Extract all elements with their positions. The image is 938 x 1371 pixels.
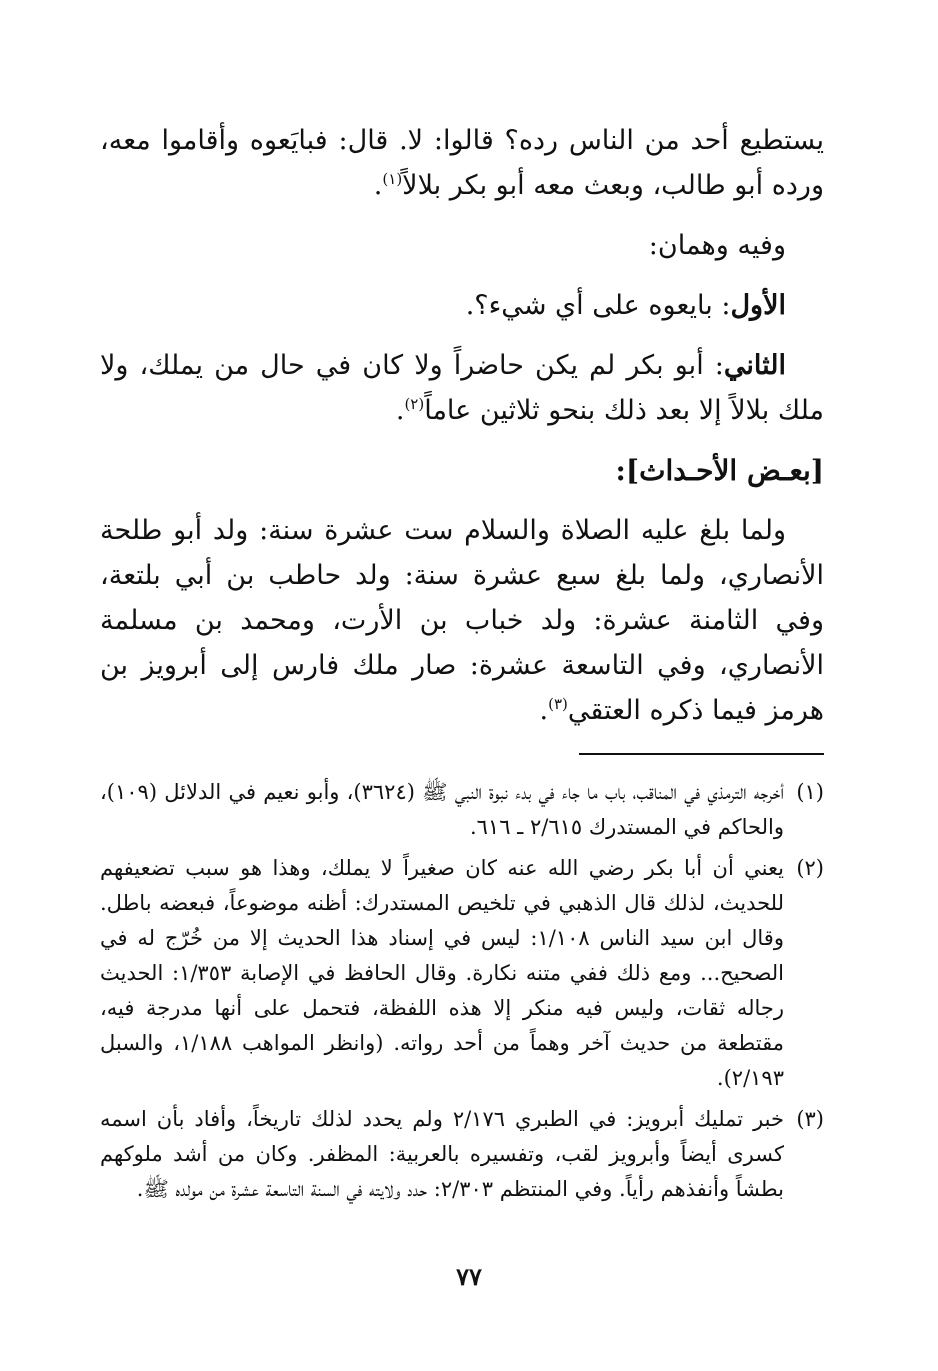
- paragraph-1-text: يستطيع أحد من الناس رده؟ قالوا: لا. قال: فبايَعوه وأقاموا معه، ورده أبو طالب، وبعث معه أبو بكر بلالاً: [100, 125, 824, 201]
- paragraph-5-tail: .: [539, 695, 549, 726]
- paragraph-4-lead: الثاني: [723, 350, 786, 381]
- footnote-separator: [579, 753, 824, 755]
- footnote-2-text: يعني أن أبا بكر رضي الله عنه كان صغيراً لا يملك، وهذا هو سبب تضعيفهم للحديث، لذلك قال الذهبي في تلخيص المستدرك: أظنه موضوعاً، فبعضه باطل. وقال ابن سيد الناس ١/١٠٨: ليس في إسناد هذا الحديث إلا من خُرّج له في الصحيح... ومع ذلك ففي متنه نكارة. وقال الحافظ في الإصابة ١/٣٥٣: الحديث رجاله ثقات، وليس فيه منكر إلا هذه اللفظة، فتحمل على أنها مدرجة فيه، مقتطعة من حديث آخر وهماً من أحد رواته. (وانظر المواهب ١/١٨٨، والسبل ٢/١٩٣).: [100, 856, 785, 1090]
- paragraph-2: [100, 223, 824, 268]
- page-content: [100, 118, 824, 1213]
- paragraph-2-text: وفيه وهمان:: [648, 230, 786, 261]
- paragraph-3-lead: الأول: [730, 290, 786, 321]
- paragraph-1: [100, 118, 824, 208]
- footnote-ref-1[interactable]: (١): [382, 170, 403, 188]
- footnote-3-text: خبر تمليك أبرويز: في الطبري ٢/١٧٦ ولم يحدد لذلك تاريخاً، وأفاد بأن اسمه كسرى أيضاً وأبرويز لقب، وتفسيره بالعربية: المظفر. وكان من أشد ملوكهم بطشاً وأنفذهم رأياً. وفي المنتظم ٢/٣٠٣: حدد ولايته في السنة التاسعة عشرة من مولده ﷺ.: [100, 1107, 785, 1201]
- footnote-1: [100, 775, 824, 845]
- footnote-ref-3[interactable]: (٣): [548, 695, 568, 713]
- paragraph-1-tail: .: [373, 170, 383, 201]
- paragraph-5: [100, 508, 824, 733]
- paragraph-3: [100, 283, 824, 328]
- section-heading: [بعـض الأحـداث]:: [615, 454, 824, 487]
- paragraph-4-text: : أبو بكر لم يكن حاضراً ولا كان في حال من يملك، ولا ملك بلالاً إلا بعد ذلك بنحو ثلاثين عاماً: [100, 350, 824, 426]
- paragraph-5-text: ولما بلغ عليه الصلاة والسلام ست عشرة سنة: ولد أبو طلحة الأنصاري، ولما بلغ سبع عشرة سنة: ولد حاطب بن أبي بلتعة، وفي الثامنة عشرة: ولد خباب بن الأرت، ومحمد بن مسلمة الأنصاري، وفي التاسعة عشرة: صار ملك فارس إلى أبرويز بن هرمز فيما ذكره العتقي: [100, 515, 824, 726]
- footnote-3: [100, 1102, 824, 1207]
- footnote-3-number: (٣): [796, 1107, 824, 1131]
- footnote-1-text: أخرجه الترمذي في المناقب، باب ما جاء في بدء نبوة النبي ﷺ (٣٦٢٤)، وأبو نعيم في الدلائل (١٠٩)، والحاكم في المستدرك ٢/٦١٥ ـ ٦١٦.: [100, 780, 784, 839]
- page-number: ٧٧: [456, 1262, 482, 1291]
- paragraph-3-text: : بايعوه على أي شيء؟.: [465, 290, 731, 321]
- footnote-2: [100, 851, 824, 1096]
- footnote-1-number: (١): [796, 780, 824, 804]
- main-text: [100, 118, 824, 733]
- paragraph-4: [100, 343, 824, 433]
- footnote-ref-2[interactable]: (٢): [404, 395, 425, 413]
- paragraph-4-tail: .: [395, 395, 405, 426]
- footnotes: [100, 775, 824, 1207]
- footnote-2-number: (٢): [796, 856, 824, 880]
